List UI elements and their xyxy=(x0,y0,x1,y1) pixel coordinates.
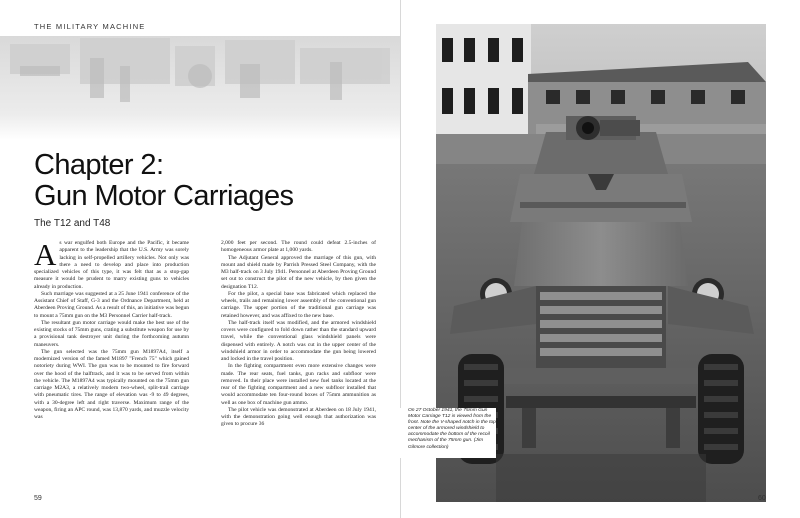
running-title: THE MILITARY MACHINE xyxy=(34,22,146,31)
paragraph: The Adjutant General approved the marriage of this gun, with mount and shield made by Parrish Pressed Steel Company, with the M3 half-track on 3 July 1941. Personnel at Aberdeen Proving Ground set out to construct the pilot of the new vehicle, by then given the designation T12. xyxy=(221,254,376,290)
paragraph: In the fighting compartment even more extensive changes were made. The rear seats, fuel tanks, gun racks and subfloor were removed. In their place were installed new fuel tanks located at the rear of the fighting compartment and a new subfloor installed that would accommodate ten four-round boxes of 75mm ammunition as well as one box of machine gun ammo. xyxy=(221,363,376,406)
body-column-1 xyxy=(34,237,189,421)
chapter-title xyxy=(34,150,293,212)
paragraph: The half-track itself was modified, and the armored windshield covers were configured to fold down rather than the standard upward travel, while the conventional glass windshield panels were dispensed with entirely. A notch was cut in the upper center of the windshield armor in order to accommodate the gun being lowered and locked in the travel position. xyxy=(221,319,376,362)
page-number-left: 59 xyxy=(34,495,42,502)
paragraph: As war engulfed both Europe and the Pacific, it became apparent to the leadership that the U.S. Army was sorely lacking in self-propelled artillery vehicles. Not only was there a need to develop and place into production specialized vehicles of this type, it was felt that as a stop-gap measure it would be prudent to marry existing guns to vehicles already in production. xyxy=(34,237,189,290)
photo-caption: On 27 October 1941, the 75mm Gun Motor Carriage T12 is viewed from the front. Note the V-shaped notch in the top center of the armored windshield to accommodate the bottom of the recoil mechanism of the 75mm gun. (Jim Gilmore collection) xyxy=(400,408,496,458)
drop-cap: A xyxy=(34,237,57,272)
chapter-subtitle: The T12 and T48 xyxy=(34,218,111,229)
paragraph: The pilot vehicle was demonstrated at Aberdeen on 18 July 1941, with the demonstration going well enough that authorization was given to procure 36 xyxy=(221,406,376,428)
page-number-right: 60 xyxy=(758,495,766,502)
faded-header-photo xyxy=(0,36,400,140)
chapter-title-line1: Chapter 2: xyxy=(34,149,164,181)
paragraph: 2,000 feet per second. The round could defeat 2.5-inches of homogeneous armor plate at 1,000 yards. xyxy=(221,240,376,254)
paragraph: The gun selected was the 75mm gun M1897A4, itself a modernized version of the famed M1897 "French 75" which gained notoriety during WWI. The gun was to be mounted to fire forward over the hood of the halftrack, and it was to be served from within the vehicle. The M1897A4 was typically mounted on the 75mm gun carriage M2A3, a relatively modern two-wheel, split-trail carriage with pneumatic tires. The range of elevation was -9 to 49 degrees, with a 30-degree left and right traverse. Maximum range of the weapon, firing an APC round, was 13,870 yards, and muzzle velocity was xyxy=(34,348,189,420)
body-column-2 xyxy=(221,240,376,429)
chapter-title-line2: Gun Motor Carriages xyxy=(34,180,294,212)
faded-vehicle-photo-icon xyxy=(0,36,400,140)
paragraph: The resultant gun motor carriage would make the best use of the existing stocks of 75mm guns, crating a substitute weapon for use by a provisional tank destroyer unit during the forthcoming autumn maneuvers. xyxy=(34,319,189,348)
paragraph: For the pilot, a special base was fabricated which replaced the wheels, trails and remaining lower assembly of the conventional gun carriage. The upper portion of the traditional gun carriage was retained however, and was affixed to the new base. xyxy=(221,290,376,319)
paragraph: Such marriage was suggested at a 25 June 1941 conference of the Assistant Chief of Staff, G-3 and the Ordnance Department, held at Aberdeen Proving Ground. As a result of this, an initiative was begun to mount a 75mm gun on the M3 Personnel Carrier half-track. xyxy=(34,290,189,319)
